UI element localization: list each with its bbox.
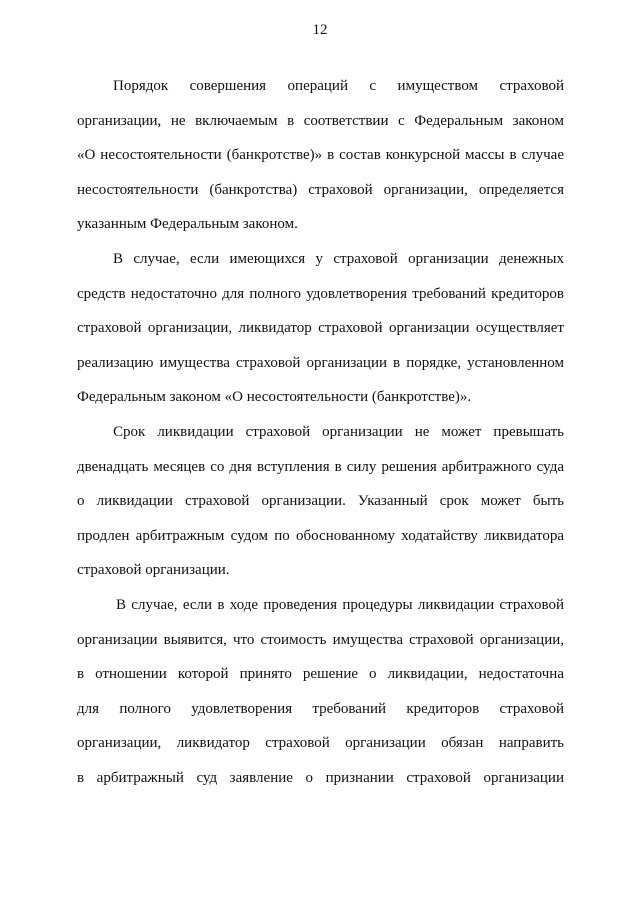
text-line: средств недостаточно для полного удовлетворения требований кредиторов [77, 286, 564, 302]
text-line: В случае, если имеющихся у страховой организации денежных [113, 251, 564, 267]
text-line: организации, ликвидатор страховой организации обязан направить [77, 735, 564, 751]
text-line: несостоятельности (банкротства) страховой организации, определяется [77, 182, 564, 198]
text-line: в отношении которой принято решение о ликвидации, недостаточна [77, 666, 564, 682]
page-number: 12 [312, 22, 328, 38]
text-line: реализацию имущества страховой организации в порядке, установленном [77, 355, 564, 371]
text-line: «О несостоятельности (банкротстве)» в состав конкурсной массы в случае [77, 147, 564, 163]
text-line: В случае, если в ходе проведения процедуры ликвидации страховой [116, 597, 564, 613]
text-line: двенадцать месяцев со дня вступления в силу решения арбитражного суда [77, 459, 564, 475]
text-line: организации, не включаемым в соответствии с Федеральным законом [77, 113, 564, 129]
text-line: организации выявится, что стоимость имущества страховой организации, [77, 632, 564, 648]
text-line: страховой организации. [77, 562, 230, 578]
text-line: указанным Федеральным законом. [77, 216, 298, 232]
text-line: Порядок совершения операций с имуществом страховой [113, 78, 564, 94]
text-line: продлен арбитражным судом по обоснованному ходатайству ликвидатора [77, 528, 564, 544]
text-line: в арбитражный суд заявление о признании страховой организации [77, 770, 564, 786]
text-line: Федеральным законом «О несостоятельности (банкротстве)». [77, 389, 472, 405]
text-line: страховой организации, ликвидатор страховой организации осуществляет [77, 320, 564, 336]
text-line: о ликвидации страховой организации. Указанный срок может быть [77, 493, 564, 509]
text-line: для полного удовлетворения требований кредиторов страховой [77, 701, 564, 717]
text-line: Срок ликвидации страховой организации не может превышать [113, 424, 564, 440]
